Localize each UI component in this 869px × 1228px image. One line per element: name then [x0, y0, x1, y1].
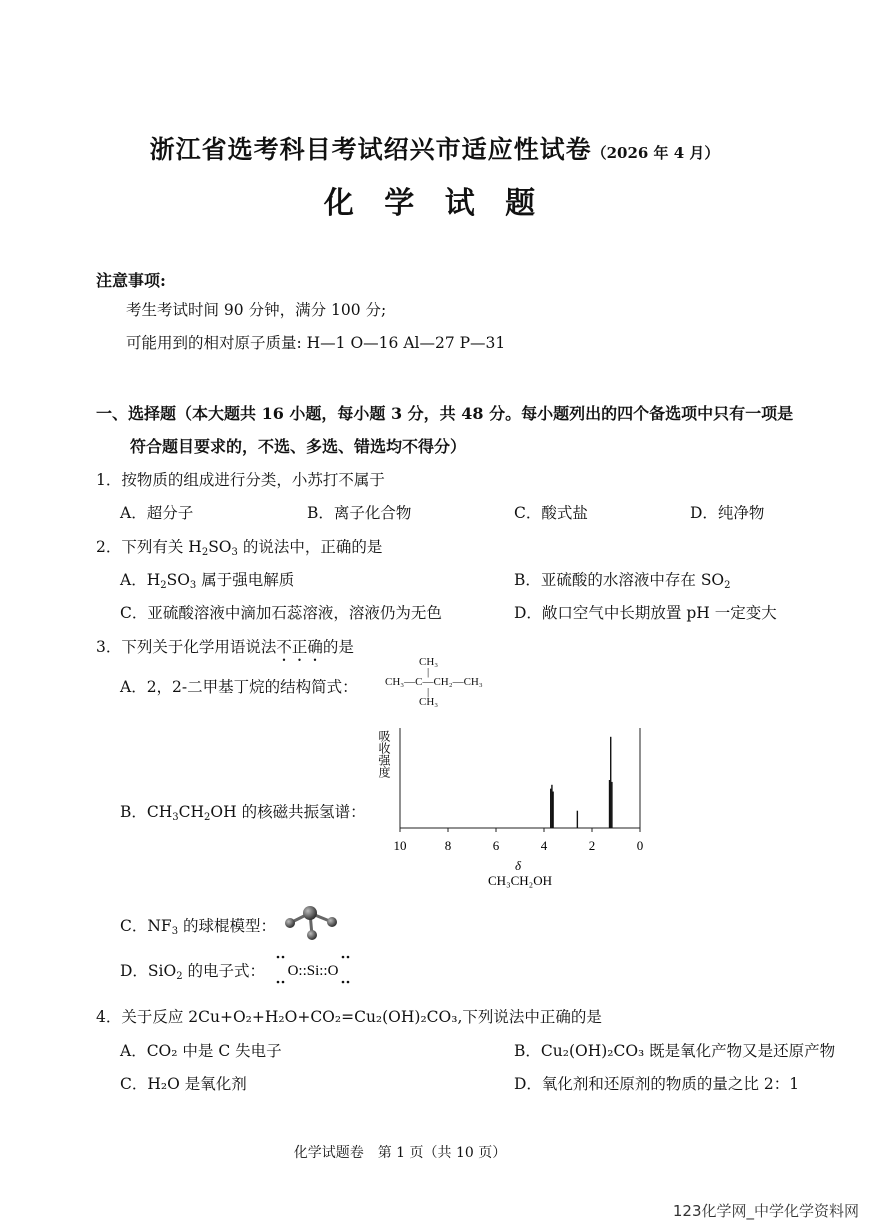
ball-and-stick-model-icon [282, 903, 340, 943]
question-1-option-b: B．离子化合物 [307, 504, 412, 522]
subject-title: 化 学 试 题 [323, 186, 546, 221]
nmr-spectrum-chart [370, 722, 660, 890]
notice-heading: 注意事项: [96, 271, 166, 290]
page-footer: 化学试题卷 第 1 页（共 10 页） [293, 1145, 507, 1161]
question-3-option-c: C．$NF_3$ 的球棍模型： [120, 917, 276, 937]
question-2-option-d: D．敞口空气中长期放置 pH 一定变大 [514, 604, 777, 622]
electron-formula-text: O::Si::O [287, 963, 339, 979]
section-heading-line-2: 符合题目要求的，不选、多选、错选均不得分） [130, 437, 467, 456]
question-4-option-c: C．H₂O 是氧化剂 [120, 1075, 247, 1093]
watermark: 123化学网_中学化学资料网 [672, 1202, 859, 1220]
exam-date: （2026 年 4 月） [591, 144, 720, 162]
structural-formula: CH₃ | CH₃—C—CH₂—CH₃ | CH₃ [385, 656, 483, 708]
question-1-option-a: A．超分子 [120, 504, 194, 522]
notice-line-2: 可能用到的相对原子质量: H—1 O—16 Al—27 P—31 [126, 334, 506, 352]
question-2-option-a: A．$H_2SO_3$ 属于强电解质 [120, 571, 295, 591]
question-3-option-a: A．2，2-二甲基丁烷的结构简式： [120, 678, 358, 696]
question-3-option-d: D．SiO$_2$ 的电子式： [120, 962, 266, 982]
question-2-option-c: C．亚硫酸溶液中滴加石蕊溶液，溶液仍为无色 [120, 604, 442, 622]
question-3-stem: 3．下列关于化学用语说法不正确的是 [96, 638, 354, 656]
x-tick-label: 8 [444, 838, 452, 853]
question-4-option-b: B．Cu₂(OH)₂CO₃ 既是氧化产物又是还原产物 [514, 1042, 836, 1060]
question-4-stem: 4．关于反应 2Cu+O₂+H₂O+CO₂=Cu₂(OH)₂CO₃,下列说法中正确的是 [96, 1008, 602, 1026]
question-3-option-b: B．$CH_3CH_2OH$ 的核磁共振氢谱： [120, 803, 366, 823]
question-1-option-d: D．纯净物 [690, 504, 765, 522]
question-4-option-d: D．氧化剂和还原剂的物质的量之比 2：1 [514, 1075, 800, 1093]
chart-y-axis-label: 吸收强度 [377, 730, 391, 778]
electron-dot-formula [268, 952, 358, 986]
question-1-option-c: C．酸式盐 [514, 504, 588, 522]
question-4-option-a: A．CO₂ 中是 C 失电子 [120, 1042, 282, 1060]
x-tick-label: 0 [636, 838, 644, 853]
x-tick-label: 6 [492, 838, 500, 853]
x-tick-label: 2 [588, 838, 596, 853]
section-heading-line-1: 一、选择题（本大题共 16 小题，每小题 3 分，共 48 分。每小题列出的四个备选项中只有一项是 [96, 404, 794, 423]
question-2-option-b: B．亚硫酸的水溶液中存在 $SO_2$ [514, 571, 731, 591]
emphasized-text: 不正确 [276, 638, 323, 656]
x-tick-label: 4 [540, 838, 548, 853]
exam-title: 浙江省选考科目考试绍兴市适应性试卷（2026 年 4 月） [149, 135, 720, 164]
chart-x-axis-label: δ [514, 858, 522, 873]
question-2-stem: 2．下列有关 $H_2SO_3$ 的说法中，正确的是 [96, 538, 383, 558]
question-1-stem: 1．按物质的组成进行分类，小苏打不属于 [96, 471, 385, 489]
notice-line-1: 考生考试时间 90 分钟，满分 100 分; [126, 301, 387, 319]
chart-caption: CH₃CH₂OH [488, 873, 552, 888]
x-tick-label: 10 [393, 838, 407, 853]
